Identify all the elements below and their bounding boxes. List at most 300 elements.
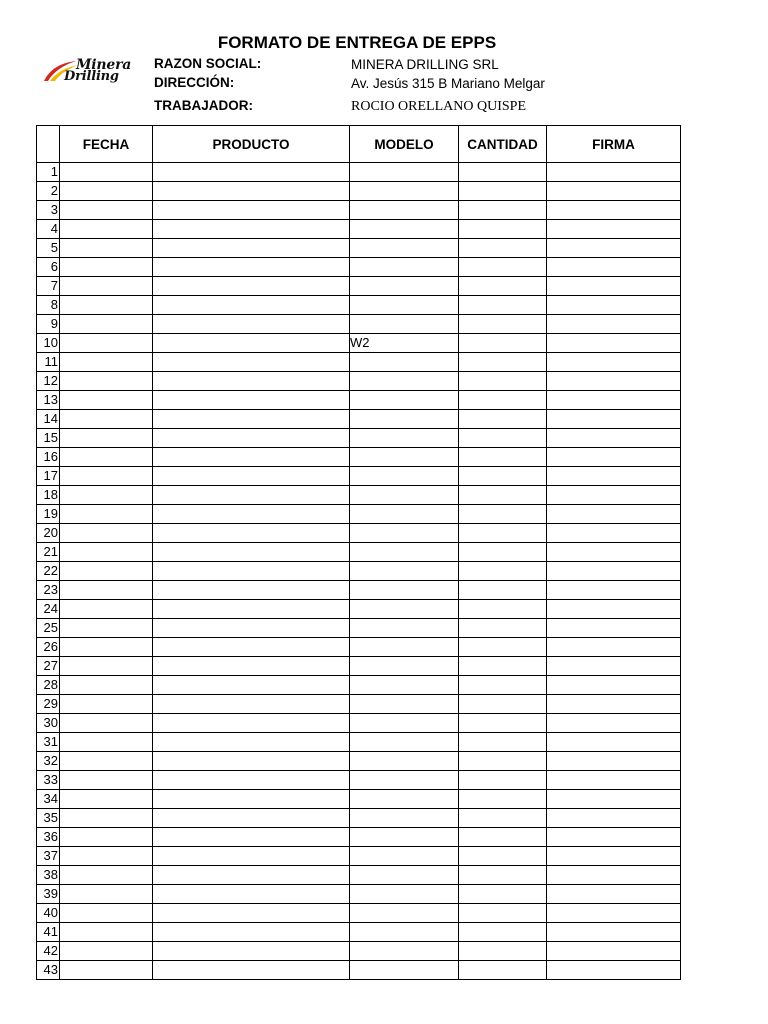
epps-delivery-table [36, 125, 681, 980]
cantidad-cell[interactable] [459, 866, 547, 885]
modelo-cell[interactable] [350, 448, 459, 467]
fecha-cell[interactable] [60, 486, 153, 505]
row-number: 42 [37, 942, 60, 961]
fecha-cell[interactable] [60, 315, 153, 334]
table-row [37, 296, 681, 315]
firma-cell[interactable] [547, 619, 681, 638]
fecha-cell[interactable] [60, 391, 153, 410]
firma-cell[interactable] [547, 695, 681, 714]
row-number: 15 [37, 429, 60, 448]
firma-cell[interactable] [547, 448, 681, 467]
fecha-cell[interactable] [60, 828, 153, 847]
column-header-number [37, 126, 60, 163]
fecha-cell[interactable] [60, 182, 153, 201]
row-number: 35 [37, 809, 60, 828]
row-number: 24 [37, 600, 60, 619]
table-row [37, 847, 681, 866]
firma-cell[interactable] [547, 163, 681, 182]
fecha-cell[interactable] [60, 809, 153, 828]
cantidad-cell[interactable] [459, 353, 547, 372]
fecha-cell[interactable] [60, 353, 153, 372]
direccion-value: Av. Jesús 315 B Mariano Melgar [351, 76, 545, 91]
cantidad-cell[interactable] [459, 695, 547, 714]
cantidad-cell[interactable] [459, 638, 547, 657]
modelo-cell[interactable] [350, 847, 459, 866]
column-header-cantidad: CANTIDAD [459, 126, 547, 163]
producto-cell[interactable] [153, 733, 350, 752]
producto-cell[interactable] [153, 790, 350, 809]
modelo-cell[interactable] [350, 619, 459, 638]
modelo-cell[interactable] [350, 543, 459, 562]
modelo-cell[interactable] [350, 486, 459, 505]
modelo-cell[interactable] [350, 296, 459, 315]
table-row [37, 239, 681, 258]
row-number: 10 [37, 334, 60, 353]
modelo-cell[interactable] [350, 904, 459, 923]
fecha-cell[interactable] [60, 676, 153, 695]
modelo-cell[interactable] [350, 657, 459, 676]
producto-cell[interactable] [153, 334, 350, 353]
producto-cell[interactable] [153, 619, 350, 638]
fecha-cell[interactable] [60, 866, 153, 885]
fecha-cell[interactable] [60, 733, 153, 752]
logo-text-minera: Minera [76, 57, 132, 73]
producto-cell[interactable] [153, 714, 350, 733]
firma-cell[interactable] [547, 505, 681, 524]
modelo-cell[interactable] [350, 277, 459, 296]
cantidad-cell[interactable] [459, 448, 547, 467]
fecha-cell[interactable] [60, 220, 153, 239]
modelo-cell[interactable] [350, 752, 459, 771]
cantidad-cell[interactable] [459, 410, 547, 429]
modelo-cell[interactable]: W2 [350, 334, 459, 353]
firma-cell[interactable] [547, 828, 681, 847]
row-number: 31 [37, 733, 60, 752]
table-row [37, 467, 681, 486]
row-number: 18 [37, 486, 60, 505]
fecha-cell[interactable] [60, 790, 153, 809]
firma-cell[interactable] [547, 809, 681, 828]
table-row [37, 524, 681, 543]
modelo-cell[interactable] [350, 885, 459, 904]
cantidad-cell[interactable] [459, 942, 547, 961]
firma-cell[interactable] [547, 942, 681, 961]
firma-cell[interactable] [547, 752, 681, 771]
cantidad-cell[interactable] [459, 239, 547, 258]
table-row [37, 543, 681, 562]
column-header-producto: PRODUCTO [153, 126, 350, 163]
firma-cell[interactable] [547, 277, 681, 296]
table-row [37, 448, 681, 467]
row-number: 17 [37, 467, 60, 486]
producto-cell[interactable] [153, 220, 350, 239]
producto-cell[interactable] [153, 676, 350, 695]
modelo-cell[interactable] [350, 790, 459, 809]
cantidad-cell[interactable] [459, 619, 547, 638]
table-row [37, 904, 681, 923]
cantidad-cell[interactable] [459, 391, 547, 410]
cantidad-cell[interactable] [459, 752, 547, 771]
fecha-cell[interactable] [60, 296, 153, 315]
fecha-cell[interactable] [60, 562, 153, 581]
cantidad-cell[interactable] [459, 182, 547, 201]
table-row [37, 752, 681, 771]
firma-cell[interactable] [547, 334, 681, 353]
fecha-cell[interactable] [60, 847, 153, 866]
table-row [37, 277, 681, 296]
fecha-cell[interactable] [60, 942, 153, 961]
producto-cell[interactable] [153, 942, 350, 961]
row-number: 22 [37, 562, 60, 581]
cantidad-cell[interactable] [459, 790, 547, 809]
modelo-cell[interactable] [350, 315, 459, 334]
row-number: 32 [37, 752, 60, 771]
producto-cell[interactable] [153, 239, 350, 258]
table-header-row [37, 126, 681, 163]
cantidad-cell[interactable] [459, 771, 547, 790]
fecha-cell[interactable] [60, 904, 153, 923]
cantidad-cell[interactable] [459, 581, 547, 600]
row-number: 7 [37, 277, 60, 296]
producto-cell[interactable] [153, 163, 350, 182]
firma-cell[interactable] [547, 258, 681, 277]
fecha-cell[interactable] [60, 695, 153, 714]
table-row [37, 163, 681, 182]
cantidad-cell[interactable] [459, 961, 547, 980]
cantidad-cell[interactable] [459, 600, 547, 619]
firma-cell[interactable] [547, 847, 681, 866]
fecha-cell[interactable] [60, 619, 153, 638]
fecha-cell[interactable] [60, 429, 153, 448]
cantidad-cell[interactable] [459, 467, 547, 486]
fecha-cell[interactable] [60, 543, 153, 562]
fecha-cell[interactable] [60, 163, 153, 182]
row-number: 11 [37, 353, 60, 372]
producto-cell[interactable] [153, 429, 350, 448]
cantidad-cell[interactable] [459, 714, 547, 733]
producto-cell[interactable] [153, 600, 350, 619]
razon-social-value: MINERA DRILLING SRL [351, 57, 499, 72]
row-number: 19 [37, 505, 60, 524]
fecha-cell[interactable] [60, 714, 153, 733]
modelo-cell[interactable] [350, 163, 459, 182]
modelo-cell[interactable] [350, 923, 459, 942]
row-number: 12 [37, 372, 60, 391]
cantidad-cell[interactable] [459, 220, 547, 239]
producto-cell[interactable] [153, 904, 350, 923]
firma-cell[interactable] [547, 885, 681, 904]
modelo-cell[interactable] [350, 182, 459, 201]
table-row [37, 923, 681, 942]
producto-cell[interactable] [153, 505, 350, 524]
producto-cell[interactable] [153, 847, 350, 866]
producto-cell[interactable] [153, 296, 350, 315]
firma-cell[interactable] [547, 638, 681, 657]
modelo-cell[interactable] [350, 524, 459, 543]
modelo-cell[interactable] [350, 733, 459, 752]
producto-cell[interactable] [153, 391, 350, 410]
fecha-cell[interactable] [60, 961, 153, 980]
table-row [37, 676, 681, 695]
fecha-cell[interactable] [60, 771, 153, 790]
row-number: 41 [37, 923, 60, 942]
cantidad-cell[interactable] [459, 657, 547, 676]
producto-cell[interactable] [153, 657, 350, 676]
fecha-cell[interactable] [60, 524, 153, 543]
fecha-cell[interactable] [60, 258, 153, 277]
firma-cell[interactable] [547, 543, 681, 562]
firma-cell[interactable] [547, 353, 681, 372]
modelo-cell[interactable] [350, 828, 459, 847]
firma-cell[interactable] [547, 467, 681, 486]
modelo-cell[interactable] [350, 676, 459, 695]
modelo-cell[interactable] [350, 220, 459, 239]
table-row [37, 505, 681, 524]
table-row [37, 714, 681, 733]
fecha-cell[interactable] [60, 410, 153, 429]
fecha-cell[interactable] [60, 885, 153, 904]
table-row [37, 828, 681, 847]
fecha-cell[interactable] [60, 334, 153, 353]
cantidad-cell[interactable] [459, 163, 547, 182]
producto-cell[interactable] [153, 372, 350, 391]
table-row [37, 581, 681, 600]
fecha-cell[interactable] [60, 923, 153, 942]
firma-cell[interactable] [547, 239, 681, 258]
row-number: 16 [37, 448, 60, 467]
modelo-cell[interactable] [350, 410, 459, 429]
column-header-firma: FIRMA [547, 126, 681, 163]
table-row [37, 961, 681, 980]
razon-social-label: RAZON SOCIAL: [154, 56, 262, 71]
modelo-cell[interactable] [350, 353, 459, 372]
producto-cell[interactable] [153, 771, 350, 790]
producto-cell[interactable] [153, 809, 350, 828]
row-number: 2 [37, 182, 60, 201]
cantidad-cell[interactable] [459, 885, 547, 904]
modelo-cell[interactable] [350, 638, 459, 657]
modelo-cell[interactable] [350, 942, 459, 961]
fecha-cell[interactable] [60, 239, 153, 258]
table-row [37, 619, 681, 638]
cantidad-cell[interactable] [459, 847, 547, 866]
cantidad-cell[interactable] [459, 429, 547, 448]
firma-cell[interactable] [547, 904, 681, 923]
modelo-cell[interactable] [350, 467, 459, 486]
modelo-cell[interactable] [350, 201, 459, 220]
producto-cell[interactable] [153, 638, 350, 657]
cantidad-cell[interactable] [459, 524, 547, 543]
row-number: 20 [37, 524, 60, 543]
firma-cell[interactable] [547, 296, 681, 315]
producto-cell[interactable] [153, 353, 350, 372]
producto-cell[interactable] [153, 524, 350, 543]
row-number: 25 [37, 619, 60, 638]
producto-cell[interactable] [153, 923, 350, 942]
logo-text-drilling: Drilling [64, 69, 119, 84]
table-row [37, 695, 681, 714]
firma-cell[interactable] [547, 201, 681, 220]
cantidad-cell[interactable] [459, 923, 547, 942]
table-row [37, 201, 681, 220]
producto-cell[interactable] [153, 258, 350, 277]
producto-cell[interactable] [153, 961, 350, 980]
firma-cell[interactable] [547, 315, 681, 334]
cantidad-cell[interactable] [459, 543, 547, 562]
fecha-cell[interactable] [60, 600, 153, 619]
fecha-cell[interactable] [60, 505, 153, 524]
cantidad-cell[interactable] [459, 828, 547, 847]
modelo-cell[interactable] [350, 961, 459, 980]
firma-cell[interactable] [547, 790, 681, 809]
cantidad-cell[interactable] [459, 562, 547, 581]
row-number: 8 [37, 296, 60, 315]
firma-cell[interactable] [547, 524, 681, 543]
cantidad-cell[interactable] [459, 676, 547, 695]
modelo-cell[interactable] [350, 258, 459, 277]
firma-cell[interactable] [547, 220, 681, 239]
firma-cell[interactable] [547, 429, 681, 448]
modelo-cell[interactable] [350, 391, 459, 410]
cantidad-cell[interactable] [459, 505, 547, 524]
trabajador-label: TRABAJADOR: [154, 98, 253, 113]
row-number: 37 [37, 847, 60, 866]
firma-cell[interactable] [547, 410, 681, 429]
cantidad-cell[interactable] [459, 315, 547, 334]
firma-cell[interactable] [547, 486, 681, 505]
modelo-cell[interactable] [350, 714, 459, 733]
table-row [37, 486, 681, 505]
table-row [37, 866, 681, 885]
cantidad-cell[interactable] [459, 296, 547, 315]
firma-cell[interactable] [547, 182, 681, 201]
page-title: FORMATO DE ENTREGA DE EPPS [217, 33, 497, 52]
table-row [37, 809, 681, 828]
modelo-cell[interactable] [350, 429, 459, 448]
firma-cell[interactable] [547, 714, 681, 733]
trabajador-value: ROCIO ORELLANO QUISPE [351, 99, 526, 114]
producto-cell[interactable] [153, 486, 350, 505]
row-number: 21 [37, 543, 60, 562]
fecha-cell[interactable] [60, 467, 153, 486]
fecha-cell[interactable] [60, 277, 153, 296]
cantidad-cell[interactable] [459, 486, 547, 505]
firma-cell[interactable] [547, 923, 681, 942]
producto-cell[interactable] [153, 277, 350, 296]
producto-cell[interactable] [153, 581, 350, 600]
fecha-cell[interactable] [60, 638, 153, 657]
row-number: 9 [37, 315, 60, 334]
row-number: 39 [37, 885, 60, 904]
table-row [37, 771, 681, 790]
row-number: 40 [37, 904, 60, 923]
modelo-cell[interactable] [350, 695, 459, 714]
fecha-cell[interactable] [60, 581, 153, 600]
row-number: 4 [37, 220, 60, 239]
cantidad-cell[interactable] [459, 733, 547, 752]
modelo-cell[interactable] [350, 581, 459, 600]
table-row [37, 942, 681, 961]
firma-cell[interactable] [547, 733, 681, 752]
producto-cell[interactable] [153, 828, 350, 847]
producto-cell[interactable] [153, 448, 350, 467]
cantidad-cell[interactable] [459, 277, 547, 296]
table-row [37, 353, 681, 372]
producto-cell[interactable] [153, 315, 350, 334]
row-number: 30 [37, 714, 60, 733]
cantidad-cell[interactable] [459, 809, 547, 828]
modelo-cell[interactable] [350, 372, 459, 391]
row-number: 34 [37, 790, 60, 809]
row-number: 1 [37, 163, 60, 182]
modelo-cell[interactable] [350, 562, 459, 581]
firma-cell[interactable] [547, 391, 681, 410]
table-row [37, 600, 681, 619]
firma-cell[interactable] [547, 657, 681, 676]
fecha-cell[interactable] [60, 201, 153, 220]
producto-cell[interactable] [153, 562, 350, 581]
producto-cell[interactable] [153, 467, 350, 486]
row-number: 27 [37, 657, 60, 676]
table-row [37, 657, 681, 676]
firma-cell[interactable] [547, 562, 681, 581]
cantidad-cell[interactable] [459, 372, 547, 391]
producto-cell[interactable] [153, 182, 350, 201]
firma-cell[interactable] [547, 866, 681, 885]
table-row [37, 372, 681, 391]
fecha-cell[interactable] [60, 752, 153, 771]
firma-cell[interactable] [547, 600, 681, 619]
fecha-cell[interactable] [60, 372, 153, 391]
producto-cell[interactable] [153, 543, 350, 562]
row-number: 29 [37, 695, 60, 714]
cantidad-cell[interactable] [459, 201, 547, 220]
row-number: 14 [37, 410, 60, 429]
fecha-cell[interactable] [60, 657, 153, 676]
producto-cell[interactable] [153, 695, 350, 714]
modelo-cell[interactable] [350, 239, 459, 258]
table-row [37, 885, 681, 904]
producto-cell[interactable] [153, 866, 350, 885]
modelo-cell[interactable] [350, 505, 459, 524]
table-row [37, 220, 681, 239]
cantidad-cell[interactable] [459, 258, 547, 277]
row-number: 6 [37, 258, 60, 277]
firma-cell[interactable] [547, 676, 681, 695]
firma-cell[interactable] [547, 372, 681, 391]
producto-cell[interactable] [153, 752, 350, 771]
firma-cell[interactable] [547, 771, 681, 790]
row-number: 13 [37, 391, 60, 410]
cantidad-cell[interactable] [459, 334, 547, 353]
modelo-cell[interactable] [350, 600, 459, 619]
row-number: 36 [37, 828, 60, 847]
firma-cell[interactable] [547, 581, 681, 600]
modelo-cell[interactable] [350, 771, 459, 790]
table-row [37, 334, 681, 353]
table-row [37, 790, 681, 809]
modelo-cell[interactable] [350, 809, 459, 828]
producto-cell[interactable] [153, 201, 350, 220]
cantidad-cell[interactable] [459, 904, 547, 923]
table-row [37, 182, 681, 201]
firma-cell[interactable] [547, 961, 681, 980]
producto-cell[interactable] [153, 410, 350, 429]
row-number: 3 [37, 201, 60, 220]
modelo-cell[interactable] [350, 866, 459, 885]
fecha-cell[interactable] [60, 448, 153, 467]
producto-cell[interactable] [153, 885, 350, 904]
